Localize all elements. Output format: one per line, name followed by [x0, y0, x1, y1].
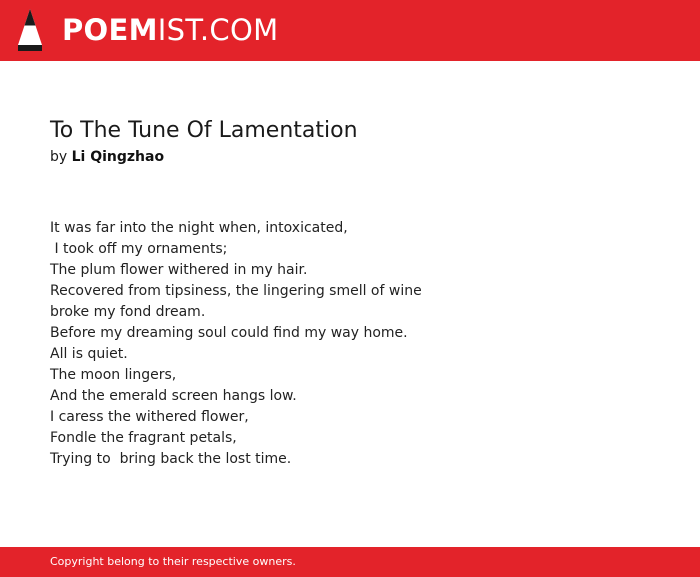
poem-header [50, 116, 650, 166]
pencil-tip-icon[interactable] [18, 9, 42, 51]
poem-line: I caress the withered flower, [50, 409, 249, 425]
poem-line: It was far into the night when, intoxicated, [50, 220, 348, 236]
poem-line: Recovered from tipsiness, the lingering smell of wine [50, 283, 422, 299]
byline-prefix: by [50, 149, 68, 165]
poem-line: The moon lingers, [50, 367, 177, 383]
poem-line: Before my dreaming soul could find my way home. [50, 325, 408, 341]
byline [50, 148, 650, 166]
poem-line: Fondle the fragrant petals, [50, 430, 237, 446]
poem-line: broke my fond dream. [50, 304, 206, 320]
poem-title: To The Tune Of Lamentation [50, 118, 358, 143]
author-link[interactable]: Li Qingzhao [71, 149, 165, 165]
poem-body [50, 218, 650, 470]
poem-line: And the emerald screen hangs low. [50, 388, 297, 404]
brand-bold-text: POEM [62, 13, 158, 47]
site-header [0, 0, 700, 61]
poem-line: Trying to bring back the lost time. [50, 451, 292, 467]
poem-line: I took off my ornaments; [50, 241, 228, 257]
site-footer [0, 547, 700, 577]
poem-line: The plum flower withered in my hair. [50, 262, 308, 278]
copyright-text: Copyright belong to their respective owners. [50, 555, 296, 568]
site-logo-text[interactable] [62, 12, 278, 48]
poem-line: All is quiet. [50, 346, 128, 362]
brand-light-text: IST.COM [157, 13, 279, 47]
